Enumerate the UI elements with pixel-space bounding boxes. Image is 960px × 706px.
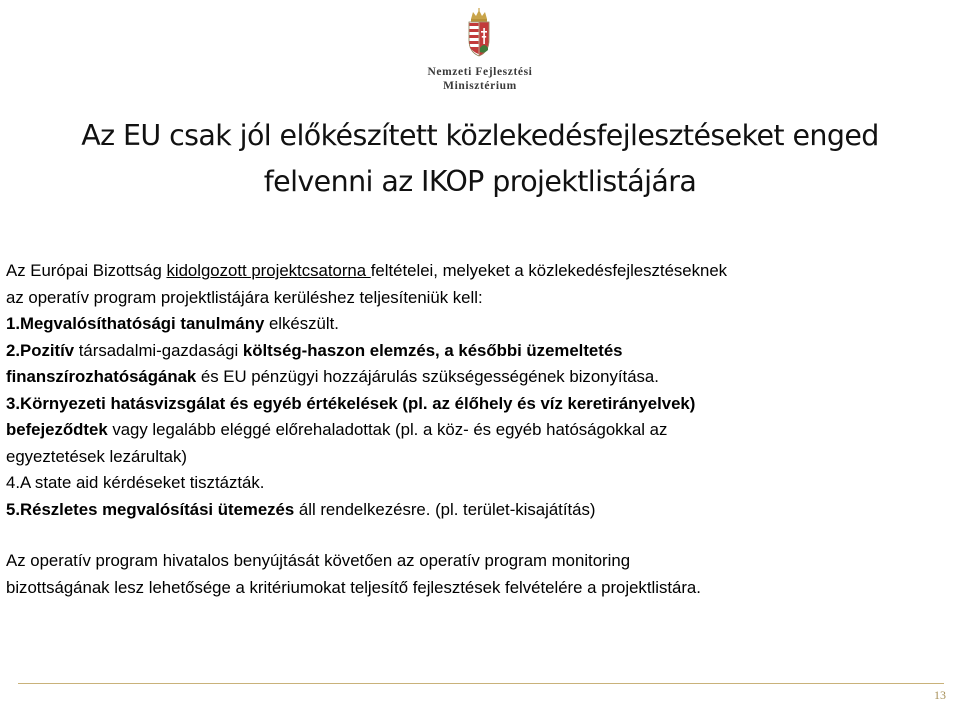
slide-title-line2: felvenni az IKOP projektlistájára (263, 165, 697, 198)
closing-line1: Az operatív program hivatalos benyújtását követően az operatív program monitoring (6, 551, 631, 570)
ministry-logo (0, 8, 960, 96)
criterion-5 (6, 497, 956, 524)
criterion-1 (6, 311, 956, 338)
slide-title-line1: Az EU csak jól előkészített közlekedésfejlesztéseket enged (81, 119, 879, 152)
criterion-3-line3: egyeztetések lezárultak) (6, 446, 187, 466)
intro-line2: az operatív program projektlistájára kerüléshez teljesíteniük kell: (6, 287, 483, 307)
criterion-5-bold: 5.Részletes megvalósítási ütemezés (6, 499, 295, 519)
criterion-2-line1 (6, 338, 956, 365)
criterion-2-bold-a: 2.Pozitív (6, 340, 75, 360)
criterion-3-text-a: vagy legalább eléggé előrehaladottak (pl. a köz- és egyéb hatóságokkal az (107, 420, 668, 439)
closing-line2: bizottságának lesz lehetősége a kritériumokat teljesítő fejlesztések felvételére a projektlistára. (6, 577, 701, 597)
criterion-4: 4.A state aid kérdéseket tisztázták. (6, 473, 265, 492)
criterion-2-text-b: és EU pénzügyi hozzájárulás szükségességének bizonyítása. (196, 367, 659, 386)
criterion-2-bold-b: költség-haszon elemzés, a későbbi üzemeltetés (242, 340, 623, 360)
slide-body (6, 258, 956, 601)
slide-title (20, 113, 940, 205)
spacer (6, 523, 956, 548)
criterion-2-bold-c: finanszírozhatóságának (6, 367, 197, 386)
page-number: 13 (934, 688, 946, 702)
coat-of-arms-icon (466, 8, 492, 58)
logo-text-line2: Minisztérium (443, 80, 517, 92)
criterion-2-text-a: társadalmi-gazdasági (74, 340, 243, 360)
criterion-3-line1: 3.Környezeti hatásvizsgálat és egyéb értékelések (pl. az élőhely és víz keretirányelvek) (6, 393, 696, 413)
intro-underlined-term: kidolgozott projektcsatorna (166, 261, 371, 280)
criterion-2-line2 (6, 364, 956, 391)
criterion-3-bold: befejeződtek (6, 420, 108, 439)
intro-line1 (6, 258, 956, 285)
criterion-3-line2 (6, 417, 956, 444)
footer-divider (18, 683, 944, 684)
criterion-1-text: elkészült. (264, 314, 339, 333)
intro-text-a: Az Európai Bizottság (6, 261, 167, 280)
criterion-5-text: áll rendelkezésre. (pl. terület-kisajátítás) (294, 499, 596, 519)
criterion-1-bold: 1.Megvalósíthatósági tanulmány (6, 314, 265, 333)
intro-text-b: feltételei, melyeket a közlekedésfejlesztéseknek (370, 261, 728, 280)
logo-text-line1: Nemzeti Fejlesztési (427, 66, 533, 78)
